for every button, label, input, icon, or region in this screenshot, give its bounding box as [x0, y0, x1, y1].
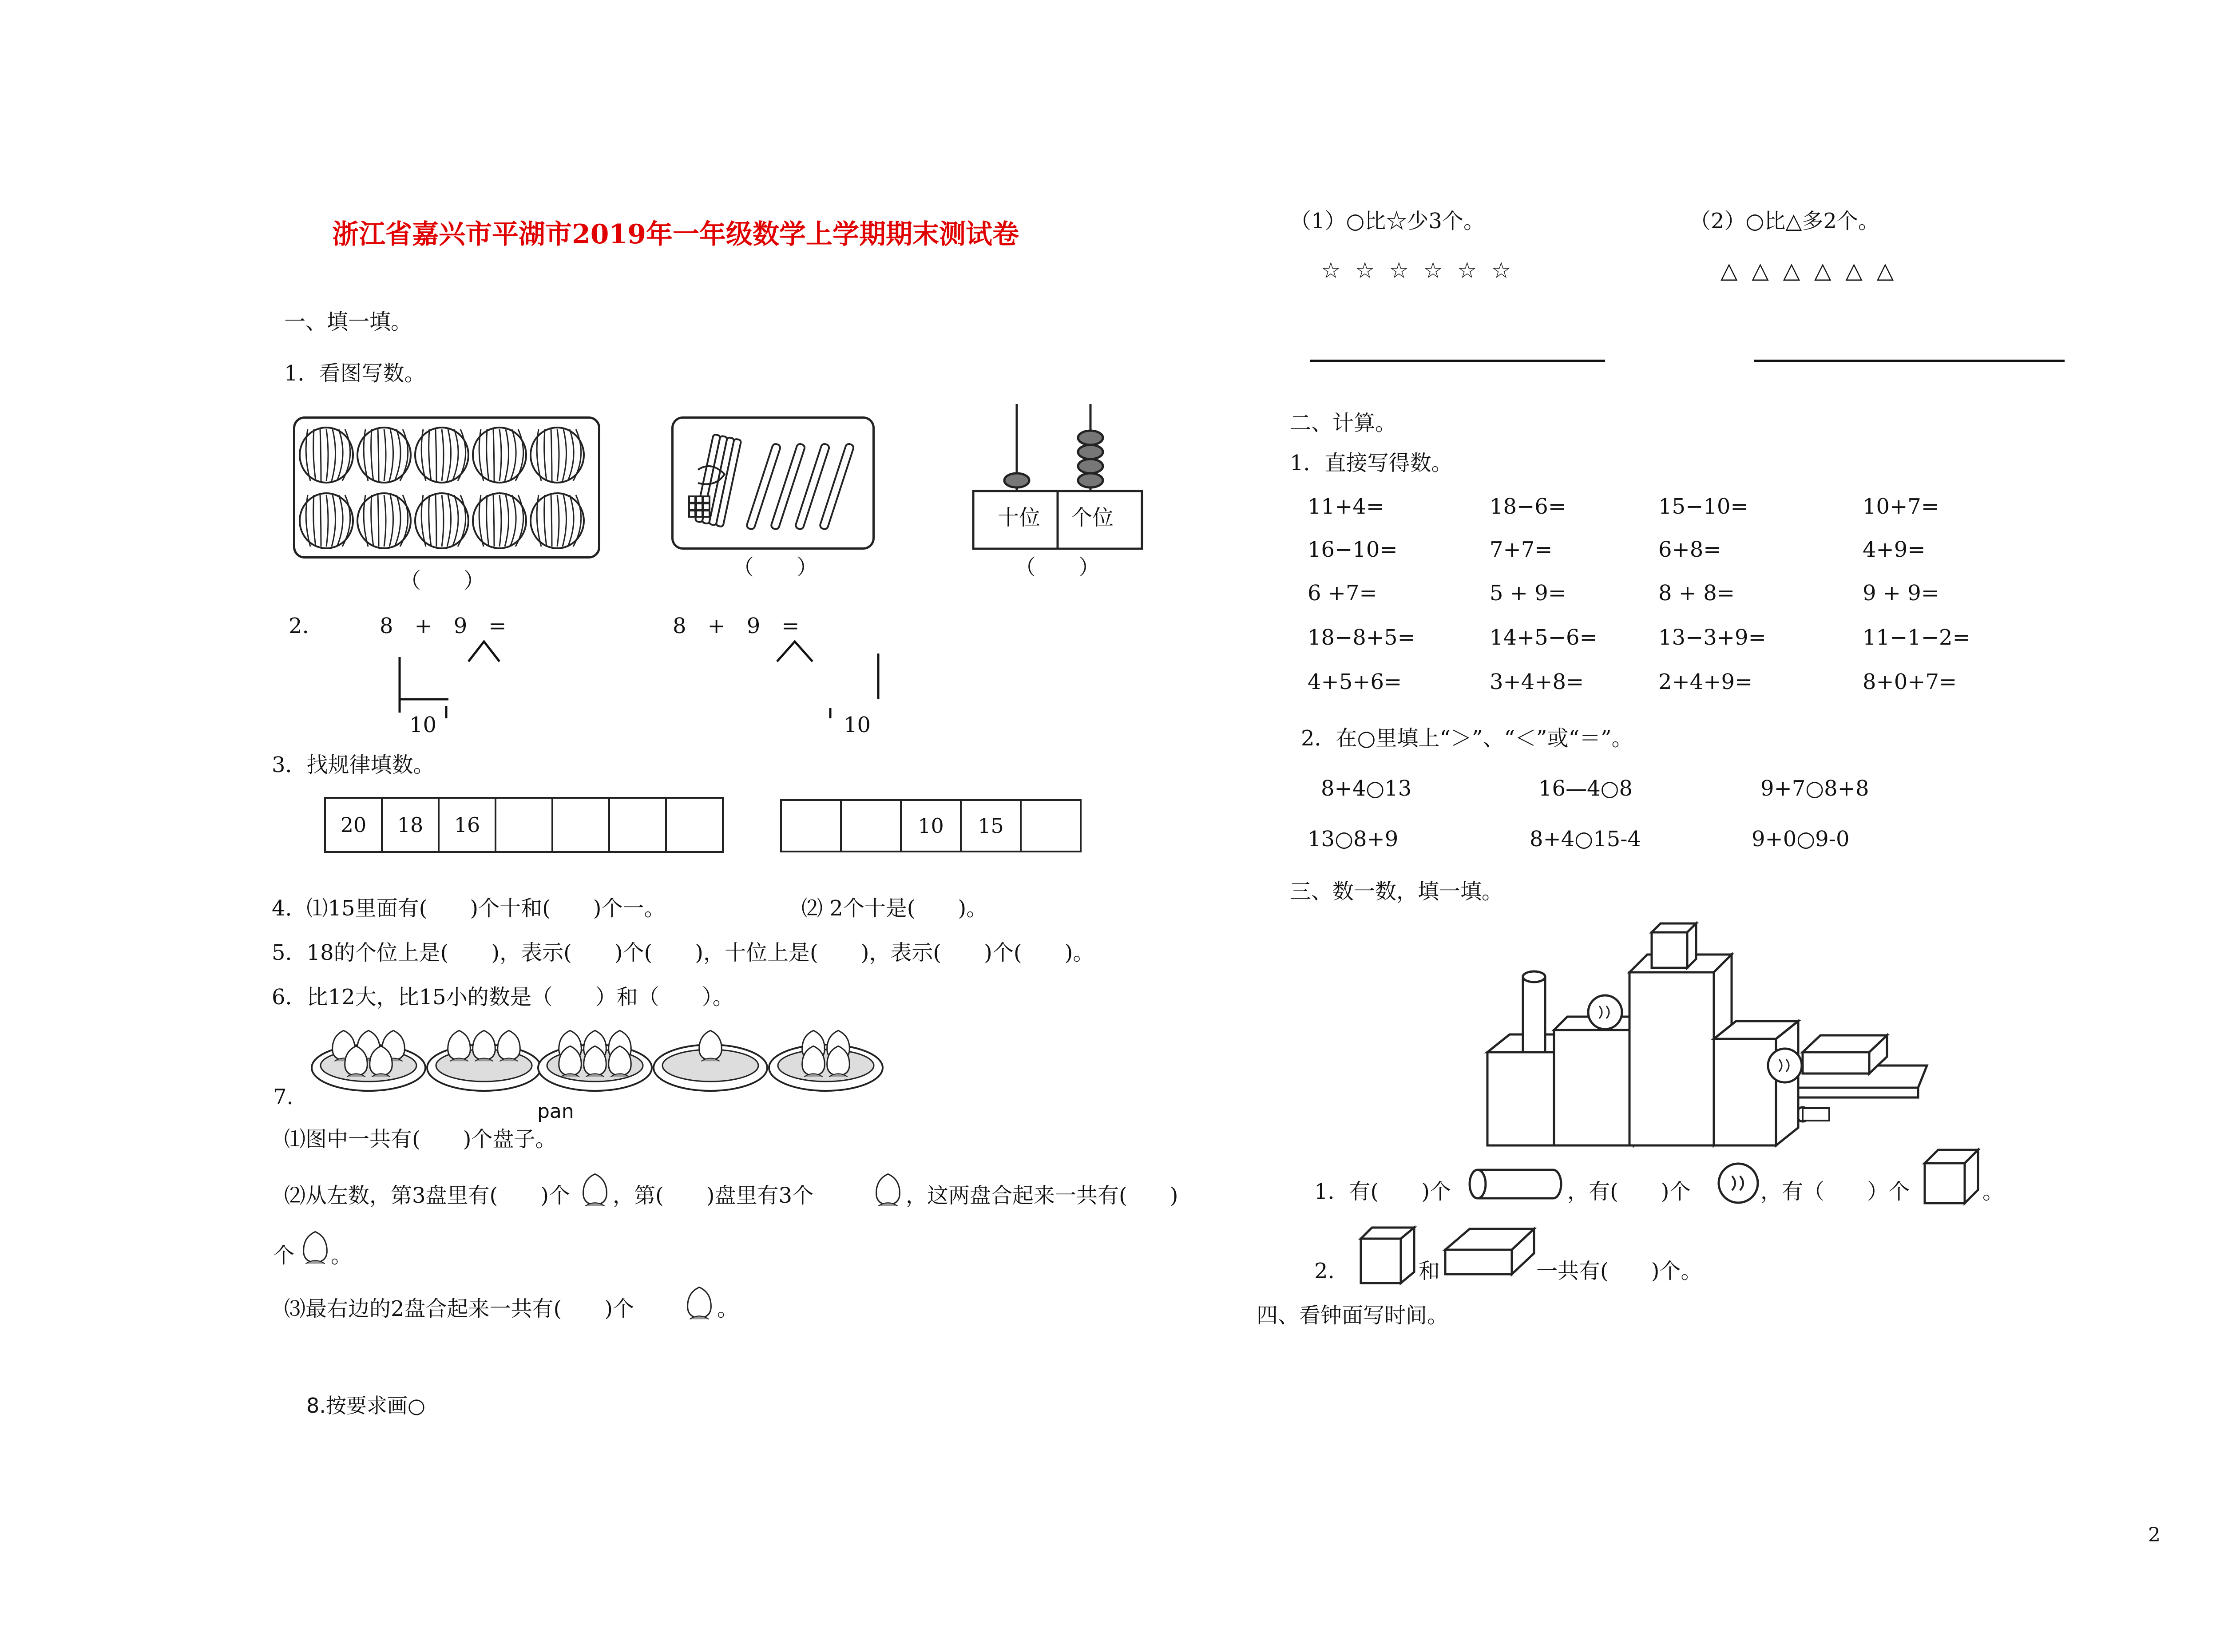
calc-item: 13−3+9= — [1658, 625, 1766, 650]
sequence-cell: 16 — [438, 797, 496, 853]
peach-icon — [870, 1172, 906, 1208]
section3-heading: 三、数一数，填一填。 — [1290, 879, 1503, 904]
peach-icon — [448, 1030, 471, 1061]
q1-blank-3: （ ） — [1015, 555, 1100, 580]
compare-item: 9+7○8+8 — [1760, 776, 1869, 801]
q1-blank-1: （ ） — [400, 568, 485, 593]
s3-1-text-d: 。 — [1982, 1179, 2004, 1204]
q2-expr-1: 8 + 9 = — [380, 614, 507, 638]
s3-1-text-b: ，有( )个 — [1567, 1179, 1691, 1204]
plate-icon — [769, 1045, 883, 1091]
q1-blank-2: （ ） — [733, 555, 818, 580]
q4a-text: 4．⑴15里面有( )个十和( )个一。 — [272, 896, 666, 921]
answer-line-2 — [1754, 360, 2065, 362]
q7-pinyin: pan — [537, 1100, 574, 1123]
q2-ten-1: 10 — [409, 713, 437, 737]
stars-row: ☆ ☆ ☆ ☆ ☆ ☆ — [1321, 258, 1515, 283]
peach-icon — [498, 1030, 520, 1061]
calc-item: 18−6= — [1490, 494, 1566, 519]
calc-item: 16−10= — [1308, 537, 1398, 562]
cube-icon — [1923, 1148, 1980, 1205]
peach-icon — [297, 1230, 333, 1265]
answer-line-1 — [1310, 360, 1605, 362]
solid-shapes-illustration — [1479, 919, 1940, 1132]
q7-2-text-c: ，这两盘合起来一共有( ) — [906, 1183, 1178, 1208]
q2-label: 2. — [289, 614, 309, 638]
cuboid-icon — [1443, 1225, 1536, 1279]
calc-item: 6+8= — [1658, 537, 1721, 562]
sequence-cell: 20 — [324, 797, 383, 853]
peach-icon — [699, 1030, 722, 1061]
calc-item: 4+9= — [1863, 537, 1926, 562]
q6-text: 6．比12大，比15小的数是（ ）和（ ）。 — [272, 985, 734, 1010]
calc2-text: 2．在○里填上“＞”、“＜”或“＝”。 — [1301, 726, 1633, 751]
calc1-text: 1．直接写得数。 — [1290, 451, 1453, 475]
page-title: 浙江省嘉兴市平湖市2019年一年级数学上学期期末测试卷 — [332, 219, 1019, 250]
q3-text: 3．找规律填数。 — [272, 753, 435, 777]
calc-item: 14+5−6= — [1490, 625, 1598, 650]
calc-item: 4+5+6= — [1308, 670, 1402, 694]
sequence-cell: 15 — [960, 799, 1022, 852]
q7-3-text-b: 。 — [717, 1296, 739, 1321]
q8-text: 8.按要求画○ — [306, 1394, 426, 1418]
calc-item: 7+7= — [1490, 537, 1553, 562]
sequence-cell[interactable] — [840, 799, 902, 852]
calc-item: 6 +7= — [1308, 581, 1377, 606]
calc-item: 10+7= — [1863, 494, 1939, 519]
q2-ten-2: 10 — [844, 713, 871, 737]
q7-3-text-a: ⑶最右边的2盘合起来一共有( )个 — [284, 1296, 634, 1321]
calc-item: 9 + 9= — [1863, 581, 1939, 606]
s3-2-text-b: 和 — [1419, 1259, 1440, 1284]
compare-item: 9+0○9-0 — [1752, 827, 1850, 852]
sequence-cell[interactable] — [665, 797, 724, 853]
ball-icon — [1716, 1161, 1760, 1205]
triangles-row: △ △ △ △ △ △ — [1720, 258, 1898, 283]
sequence-cell[interactable] — [780, 799, 842, 852]
calc-item: 2+4+9= — [1658, 670, 1753, 694]
q8-2-text: （2）○比△多2个。 — [1689, 209, 1879, 234]
q2-expr-2: 8 + 9 = — [673, 614, 800, 638]
calc-item: 11−1−2= — [1863, 625, 1970, 650]
sequence-cell[interactable] — [551, 797, 610, 853]
q5-text: 5．18的个位上是( )，表示( )个( )，十位上是( )，表示( )个( )。 — [272, 940, 1094, 965]
abacus-tens-label: 十位 — [998, 505, 1041, 530]
calc-item: 8+0+7= — [1863, 670, 1957, 694]
q8-1-text: （1）○比☆少3个。 — [1290, 209, 1485, 234]
abacus-ones-label: 个位 — [1071, 505, 1114, 530]
calc-item: 5 + 9= — [1490, 581, 1566, 606]
q7-2-text-a: ⑵从左数，第3盘里有( )个 — [284, 1183, 570, 1208]
q1-text: 1．看图写数。 — [284, 361, 426, 386]
q7-1-text: ⑴图中一共有( )个盘子。 — [284, 1127, 557, 1152]
s3-1-text-c: ，有（ ）个 — [1760, 1179, 1910, 1204]
compare-item: 13○8+9 — [1308, 827, 1399, 852]
sequence-cell[interactable] — [1020, 799, 1082, 852]
section1-heading: 一、填一填。 — [284, 309, 412, 334]
q7-2-text-e: 。 — [331, 1243, 353, 1268]
calc-item: 18−8+5= — [1308, 625, 1415, 650]
s3-2-text-c: 一共有( )个。 — [1536, 1259, 1702, 1284]
sequence-cell: 18 — [381, 797, 440, 853]
calc-item: 8 + 8= — [1658, 581, 1735, 606]
q7-2-text-b: ，第( )盘里有3个 — [613, 1183, 813, 1208]
peach-icon — [473, 1030, 496, 1061]
cylinder-icon — [1464, 1165, 1566, 1201]
section4-heading: 四、看钟面写时间。 — [1257, 1303, 1449, 1328]
calc-item: 15−10= — [1658, 494, 1748, 519]
calc-item: 3+4+8= — [1490, 670, 1584, 694]
compare-item: 8+4○13 — [1321, 776, 1412, 801]
q7-label: 7. — [273, 1085, 293, 1109]
section2-heading: 二、计算。 — [1290, 411, 1397, 436]
compare-item: 8+4○15-4 — [1530, 827, 1641, 852]
sequence-cell[interactable] — [495, 797, 553, 853]
s3-1-text-a: 1．有( )个 — [1314, 1179, 1451, 1204]
calc-item: 11+4= — [1308, 494, 1384, 519]
s3-2-text-a: 2. — [1314, 1259, 1335, 1284]
sequence-cell[interactable] — [608, 797, 667, 853]
q7-2-text-d: 个 — [273, 1243, 295, 1268]
peach-icon — [682, 1285, 717, 1321]
cube-icon — [1359, 1225, 1421, 1288]
compare-item: 16—4○8 — [1538, 776, 1633, 801]
peach-icon — [577, 1172, 613, 1208]
q4b-text: ⑵ 2个十是( )。 — [801, 896, 988, 921]
page-number: 2 — [2148, 1524, 2161, 1546]
sequence-cell: 10 — [900, 799, 962, 852]
